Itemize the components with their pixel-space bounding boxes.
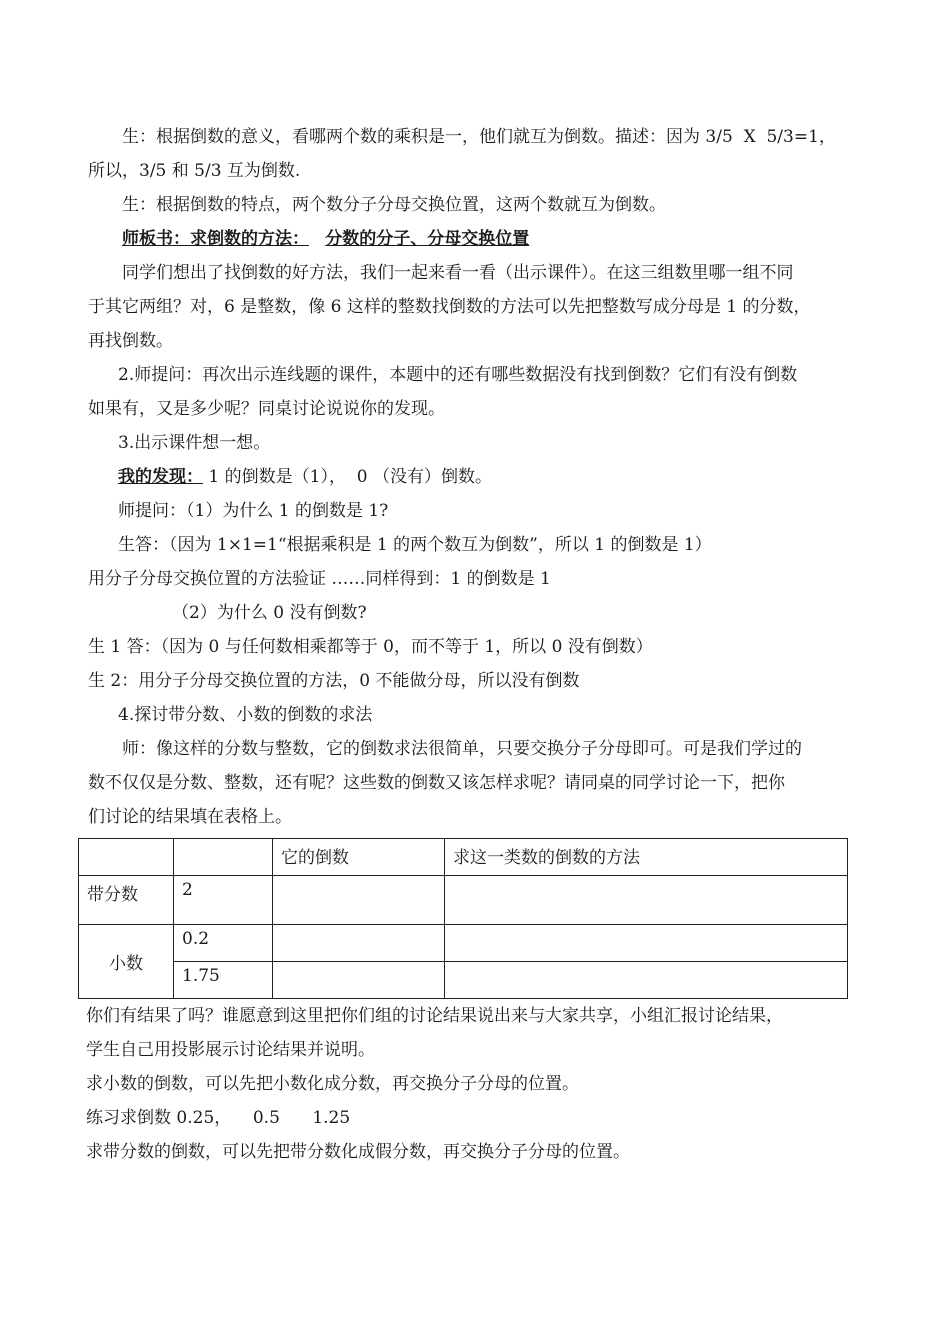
text-line: 用分子分母交换位置的方法验证 ……同样得到：1 的倒数是 1 (88, 569, 551, 589)
table-row (79, 962, 848, 999)
decimal-value: 1.75 (174, 962, 273, 999)
empty-cell[interactable] (445, 925, 848, 962)
text-line: 学生自己用投影展示讨论结果并说明。 (86, 1040, 375, 1060)
text-line: 生 2：用分子分母交换位置的方法，0 不能做分母，所以没有倒数 (88, 671, 580, 691)
table-header-cell (174, 839, 273, 876)
text-line: 2.师提问：再次出示连线题的课件，本题中的还有哪些数据没有找到倒数？它们有没有倒数 (118, 365, 798, 385)
decimal-value: 0.2 (174, 925, 273, 962)
text-line: 求小数的倒数，可以先把小数化成分数，再交换分子分母的位置。 (86, 1074, 579, 1094)
text-line: 4.探讨带分数、小数的倒数的求法 (118, 705, 373, 725)
mixed-number-value: 2 (174, 876, 273, 925)
document-page (88, 120, 868, 1169)
text-line: 同学们想出了找倒数的好方法，我们一起来看一看（出示课件）。在这三组数里哪一组不同 (122, 263, 794, 283)
decimal-label: 小数 (79, 925, 174, 999)
table-header-cell: 求这一类数的倒数的方法 (445, 839, 848, 876)
empty-cell[interactable] (273, 962, 445, 999)
table-header-row (79, 839, 848, 876)
empty-cell[interactable] (445, 876, 848, 925)
text-line: 你们有结果了吗？谁愿意到这里把你们组的讨论结果说出来与大家共享，小组汇报讨论结果， (86, 1006, 783, 1026)
text-line: 所以，3/5 和 5/3 互为倒数. (88, 161, 301, 181)
text-line: （2）为什么 0 没有倒数? (172, 603, 367, 623)
text-line: 生：根据倒数的特点，两个数分子分母交换位置，这两个数就互为倒数。 (122, 195, 666, 215)
table-row (79, 876, 848, 925)
text-line: 于其它两组？对，6 是整数，像 6 这样的整数找倒数的方法可以先把整数写成分母是 1 的分数， (88, 297, 811, 317)
text-line: 生：根据倒数的意义，看哪两个数的乘积是一，他们就互为倒数。描述：因为 3/5 X 5/3=1， (122, 127, 836, 147)
table-header-cell (79, 839, 174, 876)
board-writing-line (88, 222, 868, 256)
text-line: 再找倒数。 (88, 331, 173, 351)
text-line: 练习求倒数 0.25， 0.5 1.25 (86, 1108, 351, 1128)
mixed-number-label: 带分数 (79, 876, 174, 925)
discovery-label: 我的发现： (118, 467, 203, 487)
table-row (79, 925, 848, 962)
text-line: 求带分数的倒数，可以先把带分数化成假分数，再交换分子分母的位置。 (86, 1142, 630, 1162)
table-header-cell: 它的倒数 (273, 839, 445, 876)
discovery-line (88, 460, 868, 494)
text-line: 生答：（因为 1×1=1“根据乘积是 1 的两个数互为倒数”，所以 1 的倒数是 1） (118, 535, 712, 555)
empty-cell[interactable] (273, 876, 445, 925)
empty-cell[interactable] (273, 925, 445, 962)
board-writing-value: 分数的分子、分母交换位置 (325, 229, 530, 249)
text-line: 师：像这样的分数与整数，它的倒数求法很简单，只要交换分子分母即可。可是我们学过的 (122, 739, 802, 759)
reciprocal-table (78, 838, 848, 999)
text-line: 如果有，又是多少呢？同桌讨论说说你的发现。 (88, 399, 445, 419)
text-line: 数不仅仅是分数、整数，还有呢？这些数的倒数又该怎样求呢？请同桌的同学讨论一下，把你 (88, 773, 785, 793)
text-line: 生 1 答：（因为 0 与任何数相乘都等于 0，而不等于 1，所以 0 没有倒数） (88, 637, 653, 657)
spacer (309, 229, 325, 249)
text-line: 师提问：（1）为什么 1 的倒数是 1? (118, 501, 389, 521)
text-line: 3.出示课件想一想。 (118, 433, 271, 453)
discovery-text: 1 的倒数是（1）， 0 （没有）倒数。 (203, 467, 492, 487)
empty-cell[interactable] (445, 962, 848, 999)
board-writing-label: 师板书：求倒数的方法： (122, 229, 309, 249)
text-line: 们讨论的结果填在表格上。 (88, 807, 292, 827)
